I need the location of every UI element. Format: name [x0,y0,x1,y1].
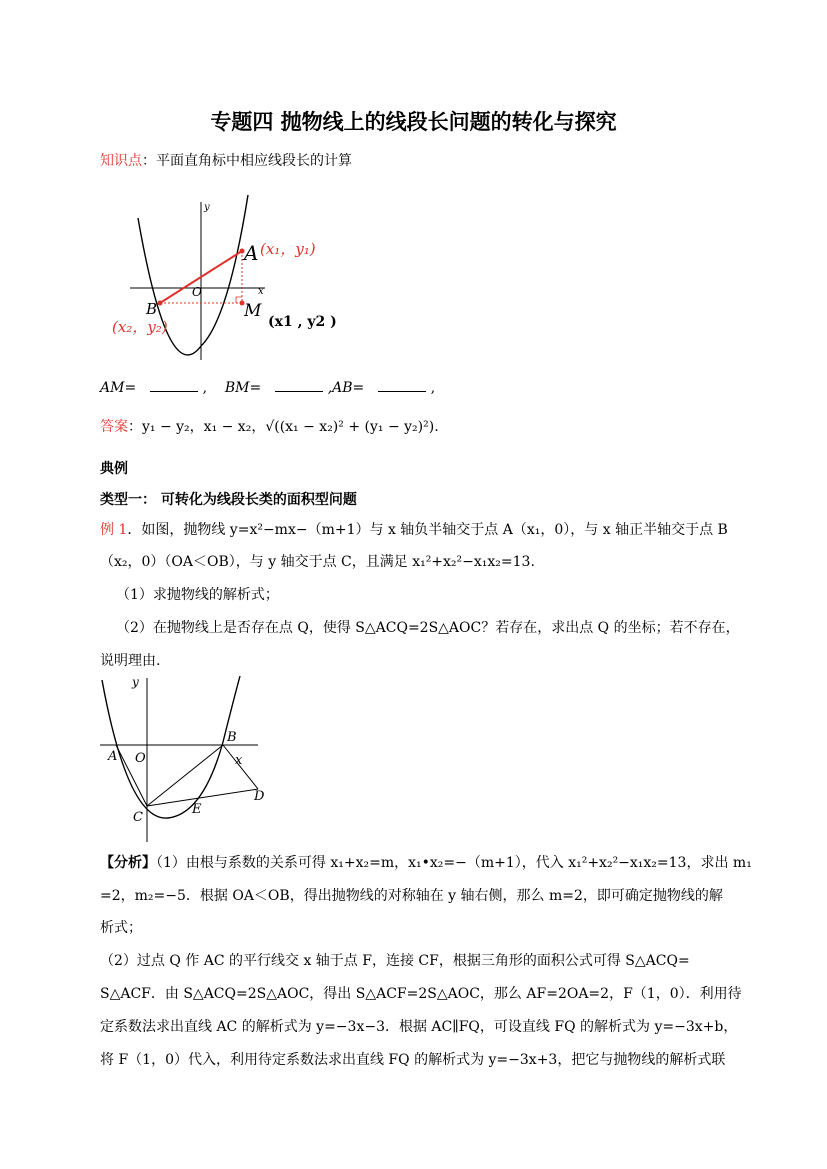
fig1-a-coord: (x₁，y₁) [260,240,316,258]
example1-q2: （2）在抛物线上是否存在点 Q，使得 S△ACQ=2S△AOC？若存在，求出点 Q 的坐标；若不存在， [116,620,740,636]
fig1-b-coord: (x₂，y₂) [112,318,168,336]
blanks-line: AM= , BM= ,AB= , [100,380,436,396]
fig2-b-label: B [227,730,237,745]
answer-label: 答案 [100,419,128,435]
analysis-line1 [100,852,752,872]
fig2-e-label: E [192,802,202,817]
fig2-o-label: O [135,751,146,766]
fig1-y-label: y [204,202,210,213]
fig2-x-label: x [235,753,243,768]
fig1-b-label: B [146,300,158,318]
example1-line1 [100,519,728,539]
fig2-parabola [102,676,240,818]
example1-label: 例 1 [100,522,128,538]
example1-text1: ．如图，抛物线 y=x²−mx−（m+1）与 x 轴负半轴交于点 A（x₁，0），与 x 轴正半轴交于点 B [127,522,728,538]
analysis-label: 【分析】 [100,855,156,871]
knowledge-text: ：平面直角标中相应线段长的计算 [142,153,352,169]
example1-q1: （1）求抛物线的解析式； [116,587,279,603]
figure-2 [98,672,278,844]
fig2-c-label: C [133,810,143,825]
section-example: 典例 [100,461,128,477]
page-title: 专题四 抛物线上的线段长问题的转化与探究 [210,110,617,134]
blank-bm-label: BM= [224,380,262,396]
answer-line [100,416,439,436]
type-heading: 类型一： 可转化为线段长类的面积型问题 [100,492,357,508]
analysis-p1b: =2，m₂=−5．根据 OA＜OB，得出抛物线的对称轴在 y 轴右侧，那么 m=2，即可确定抛物线的解 [100,888,723,904]
fig1-origin-label: O [192,285,202,299]
fig1-m-coord: (x1 , y2 ) [268,314,337,330]
knowledge-label: 知识点 [100,153,142,169]
example1-q2b: 说明理由. [100,653,161,669]
fig1-point-b [158,301,163,306]
fig1-x-label: x [258,286,264,297]
analysis-p2c: 定系数法求出直线 AC 的解析式为 y=−3x−3．根据 AC∥FQ，可设直线 FQ 的解析式为 y=−3x+b， [100,1019,738,1035]
answer-text: ：y₁ − y₂，x₁ − x₂，√((x₁ − x₂)² + (y₁ − y₂)²). [128,419,439,435]
fig1-m-label: M [244,301,262,321]
fig2-y-label: y [132,675,139,689]
analysis-p1a: （1）由根与系数的关系可得 x₁+x₂=m，x₁•x₂=−（m+1），代入 x₁²+x₂²−x₁x₂=13，求出 m₁ [156,855,752,871]
analysis-p1c: 析式； [100,920,142,936]
example1-text2: （x₂，0）（OA＜OB），与 y 轴交于点 C，且满足 x₁²+x₂²−x₁x₂=13. [100,554,535,570]
analysis-p2a: （2）过点 Q 作 AC 的平行线交 x 轴于点 F，连接 CF，根据三角形的面积公式可得 S△ACQ= [100,953,690,969]
fig2-d-label: D [254,789,265,804]
analysis-p2d: 将 F（1，0）代入，利用待定系数法求出直线 FQ 的解析式为 y=−3x+3，把它与抛物线的解析式联 [100,1052,726,1068]
fig1-a-label: A [244,241,259,265]
figure-1 [100,190,360,365]
blank-am-label: AM= [100,380,137,396]
knowledge-point [100,150,352,170]
analysis-p2b: S△ACF．由 S△ACQ=2S△AOC，得出 S△ACF=2S△AOC，那么 AF=2OA=2，F（1，0）．利用待 [100,986,742,1002]
blank-ab-label: ,AB= [327,380,365,396]
fig2-a-label: A [108,749,118,764]
